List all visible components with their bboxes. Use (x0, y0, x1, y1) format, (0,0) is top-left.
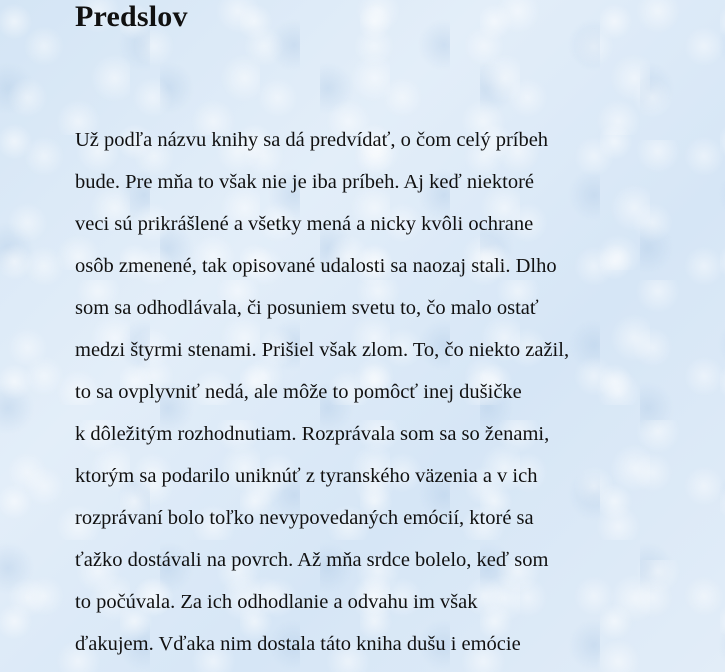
paragraph-line: som sa odhodlávala, či posuniem svetu to, čo malo ostať (75, 297, 539, 319)
page-title: Predslov (75, 0, 188, 33)
paragraph-line: rozprávaní bolo toľko nevypovedaných emócií, ktoré sa (75, 507, 534, 529)
paragraph-line: to sa ovplyvniť nedá, ale môže to pomôcť inej dušičke (75, 381, 522, 403)
document-page (75, 0, 715, 655)
paragraph-line: Už podľa názvu knihy sa dá predvídať, o čom celý príbeh (75, 129, 549, 151)
paragraph-line: ťažko dostávali na povrch. Až mňa srdce bolelo, keď som (75, 549, 549, 571)
preface-paragraph (75, 123, 715, 669)
paragraph-line: k dôležitým rozhodnutiam. Rozprávala som sa so ženami, (75, 423, 550, 445)
paragraph-line: ktorým sa podarilo uniknúť z tyranského väzenia a v ich (75, 465, 538, 487)
paragraph-line: to počúvala. Za ich odhodlanie a odvahu im však (75, 591, 478, 613)
paragraph-line: osôb zmenené, tak opisované udalosti sa naozaj stali. Dlho (75, 255, 557, 277)
paragraph-line: bude. Pre mňa to však nie je iba príbeh. Aj keď niektoré (75, 171, 535, 193)
paragraph-line: ďakujem. Vďaka nim dostala táto kniha dušu i emócie (75, 633, 521, 655)
paragraph-line: medzi štyrmi stenami. Prišiel však zlom. To, čo niekto zažil, (75, 339, 570, 361)
paragraph-line: veci sú prikrášlené a všetky mená a nicky kvôli ochrane (75, 213, 534, 235)
